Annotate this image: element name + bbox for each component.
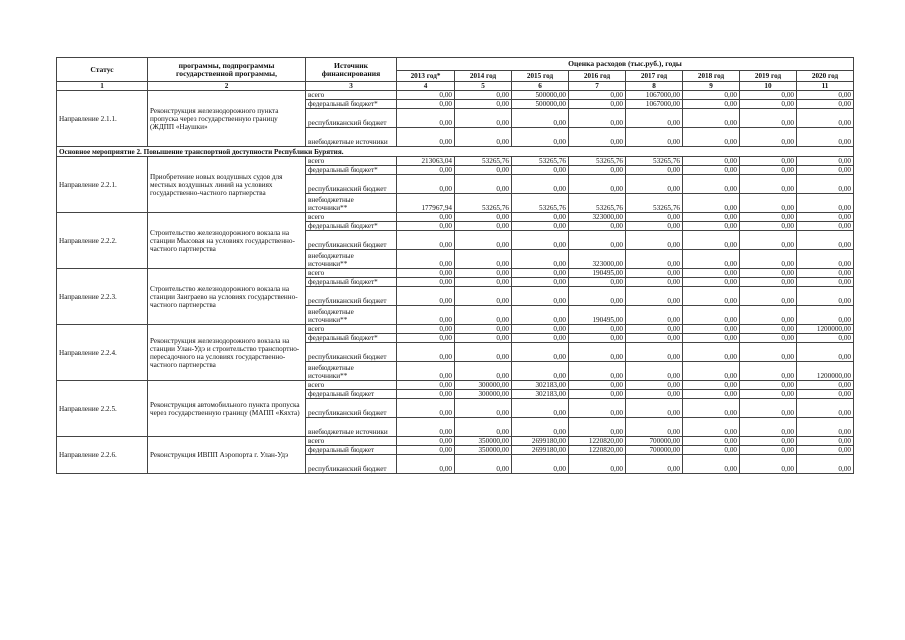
table-row xyxy=(57,157,854,166)
amount-cell: 0,00 xyxy=(683,418,740,437)
funding-source: республиканский бюджет xyxy=(306,343,397,362)
column-number: 2 xyxy=(148,82,306,91)
amount-cell: 323000,00 xyxy=(569,213,626,222)
amount-cell: 0,00 xyxy=(683,399,740,418)
amount-cell: 0,00 xyxy=(683,390,740,399)
amount-cell: 0,00 xyxy=(397,100,455,109)
amount-cell: 0,00 xyxy=(797,455,854,474)
amount-cell: 0,00 xyxy=(740,194,797,213)
amount-cell: 0,00 xyxy=(683,231,740,250)
amount-cell: 0,00 xyxy=(397,109,455,128)
amount-cell: 0,00 xyxy=(683,446,740,455)
direction-name: Реконструкция железнодорожного вокзала на станции Улан-Удэ и строительство транспортно-пересадочного на условиях государственно-частного партнерства xyxy=(148,325,306,381)
amount-cell: 0,00 xyxy=(626,278,683,287)
amount-cell: 0,00 xyxy=(397,128,455,147)
amount-cell: 0,00 xyxy=(683,222,740,231)
amount-cell: 1220820,00 xyxy=(569,437,626,446)
amount-cell: 0,00 xyxy=(626,390,683,399)
amount-cell: 0,00 xyxy=(455,166,512,175)
amount-cell: 0,00 xyxy=(455,109,512,128)
amount-cell: 0,00 xyxy=(740,269,797,278)
amount-cell: 0,00 xyxy=(797,157,854,166)
amount-cell: 53265,76 xyxy=(455,194,512,213)
amount-cell: 0,00 xyxy=(740,213,797,222)
amount-cell: 0,00 xyxy=(569,128,626,147)
amount-cell: 1067000,00 xyxy=(626,100,683,109)
amount-cell: 0,00 xyxy=(397,343,455,362)
amount-cell: 0,00 xyxy=(797,334,854,343)
amount-cell: 0,00 xyxy=(683,334,740,343)
amount-cell: 0,00 xyxy=(626,109,683,128)
direction-name: Строительство железнодорожного вокзала на станции Мысовая на условиях государственно-частного партнерства xyxy=(148,213,306,269)
amount-cell: 0,00 xyxy=(397,278,455,287)
amount-cell: 0,00 xyxy=(397,166,455,175)
header-year: 2017 год xyxy=(626,71,683,82)
header-status: Статус xyxy=(57,58,148,82)
amount-cell: 1200000,00 xyxy=(797,362,854,381)
funding-source: всего xyxy=(306,381,397,390)
funding-source: федеральный бюджет xyxy=(306,390,397,399)
amount-cell: 0,00 xyxy=(455,455,512,474)
header-year: 2019 год xyxy=(740,71,797,82)
funding-source: внебюджетные источники xyxy=(306,418,397,437)
amount-cell: 0,00 xyxy=(797,381,854,390)
amount-cell: 213063,04 xyxy=(397,157,455,166)
amount-cell: 302183,00 xyxy=(512,390,569,399)
amount-cell: 0,00 xyxy=(683,109,740,128)
direction-name: Реконструкция железнодорожного пункта пропуска через государственную границу (ЖДПП «Наушки» xyxy=(148,91,306,147)
amount-cell: 0,00 xyxy=(397,455,455,474)
budget-table xyxy=(56,57,854,474)
amount-cell: 53265,76 xyxy=(626,194,683,213)
amount-cell: 53265,76 xyxy=(569,157,626,166)
funding-source: республиканский бюджет xyxy=(306,175,397,194)
amount-cell: 0,00 xyxy=(683,100,740,109)
amount-cell: 0,00 xyxy=(455,250,512,269)
amount-cell: 0,00 xyxy=(740,418,797,437)
amount-cell: 0,00 xyxy=(397,418,455,437)
amount-cell: 0,00 xyxy=(797,109,854,128)
amount-cell: 53265,76 xyxy=(455,157,512,166)
amount-cell: 0,00 xyxy=(797,166,854,175)
amount-cell: 0,00 xyxy=(626,222,683,231)
funding-source: всего xyxy=(306,91,397,100)
amount-cell: 323000,00 xyxy=(569,250,626,269)
amount-cell: 0,00 xyxy=(797,437,854,446)
amount-cell: 53265,76 xyxy=(512,157,569,166)
amount-cell: 0,00 xyxy=(797,390,854,399)
amount-cell: 0,00 xyxy=(569,175,626,194)
amount-cell: 0,00 xyxy=(626,399,683,418)
section-row xyxy=(57,147,854,157)
funding-source: федеральный бюджет xyxy=(306,446,397,455)
amount-cell: 0,00 xyxy=(455,91,512,100)
funding-source: всего xyxy=(306,213,397,222)
amount-cell: 0,00 xyxy=(683,157,740,166)
amount-cell: 0,00 xyxy=(797,213,854,222)
amount-cell: 2699180,00 xyxy=(512,437,569,446)
amount-cell: 0,00 xyxy=(740,334,797,343)
section-title: Основное мероприятие 2. Повышение транспортной доступности Республики Бурятия. xyxy=(57,147,854,157)
amount-cell: 0,00 xyxy=(740,250,797,269)
table-row xyxy=(57,213,854,222)
amount-cell: 0,00 xyxy=(740,306,797,325)
amount-cell: 0,00 xyxy=(455,231,512,250)
amount-cell: 0,00 xyxy=(683,175,740,194)
amount-cell: 0,00 xyxy=(397,231,455,250)
amount-cell: 0,00 xyxy=(740,109,797,128)
amount-cell: 0,00 xyxy=(455,399,512,418)
amount-cell: 700000,00 xyxy=(626,446,683,455)
amount-cell: 0,00 xyxy=(626,128,683,147)
amount-cell: 0,00 xyxy=(512,343,569,362)
direction-name: Строительство железнодорожного вокзала на станции Заиграево на условиях государственно-частного партнерства xyxy=(148,269,306,325)
direction-status: Направление 2.2.1. xyxy=(57,157,148,213)
column-number: 6 xyxy=(512,82,569,91)
table-row xyxy=(57,91,854,100)
amount-cell: 0,00 xyxy=(626,362,683,381)
funding-source: внебюджетные источники** xyxy=(306,194,397,213)
amount-cell: 0,00 xyxy=(740,222,797,231)
amount-cell: 53265,76 xyxy=(512,194,569,213)
amount-cell: 0,00 xyxy=(797,91,854,100)
amount-cell: 0,00 xyxy=(569,418,626,437)
amount-cell: 0,00 xyxy=(797,175,854,194)
amount-cell: 0,00 xyxy=(626,269,683,278)
amount-cell: 0,00 xyxy=(569,334,626,343)
amount-cell: 0,00 xyxy=(797,278,854,287)
funding-source: федеральный бюджет* xyxy=(306,100,397,109)
amount-cell: 0,00 xyxy=(455,278,512,287)
amount-cell: 500000,00 xyxy=(512,100,569,109)
amount-cell: 0,00 xyxy=(740,390,797,399)
amount-cell: 0,00 xyxy=(797,100,854,109)
amount-cell: 1200000,00 xyxy=(797,325,854,334)
amount-cell: 0,00 xyxy=(626,213,683,222)
amount-cell: 0,00 xyxy=(455,418,512,437)
amount-cell: 0,00 xyxy=(626,175,683,194)
amount-cell: 0,00 xyxy=(569,278,626,287)
amount-cell: 0,00 xyxy=(512,231,569,250)
direction-status: Направление 2.2.3. xyxy=(57,269,148,325)
amount-cell: 0,00 xyxy=(569,390,626,399)
amount-cell: 0,00 xyxy=(683,128,740,147)
amount-cell: 0,00 xyxy=(397,287,455,306)
amount-cell: 0,00 xyxy=(740,362,797,381)
amount-cell: 0,00 xyxy=(455,362,512,381)
funding-source: республиканский бюджет xyxy=(306,287,397,306)
amount-cell: 0,00 xyxy=(683,194,740,213)
amount-cell: 0,00 xyxy=(683,250,740,269)
amount-cell: 0,00 xyxy=(455,269,512,278)
funding-source: республиканский бюджет xyxy=(306,455,397,474)
column-number: 3 xyxy=(306,82,397,91)
funding-source: республиканский бюджет xyxy=(306,399,397,418)
amount-cell: 1067000,00 xyxy=(626,91,683,100)
header-year: 2013 год* xyxy=(397,71,455,82)
amount-cell: 0,00 xyxy=(512,222,569,231)
amount-cell: 0,00 xyxy=(626,166,683,175)
amount-cell: 0,00 xyxy=(797,306,854,325)
amount-cell: 0,00 xyxy=(797,194,854,213)
header-source: Источник финансирования xyxy=(306,58,397,82)
amount-cell: 0,00 xyxy=(569,343,626,362)
amount-cell: 0,00 xyxy=(683,269,740,278)
funding-source: республиканский бюджет xyxy=(306,231,397,250)
amount-cell: 0,00 xyxy=(740,446,797,455)
amount-cell: 0,00 xyxy=(626,418,683,437)
table-row xyxy=(57,437,854,446)
amount-cell: 0,00 xyxy=(569,362,626,381)
direction-status: Направление 2.2.4. xyxy=(57,325,148,381)
amount-cell: 0,00 xyxy=(683,166,740,175)
amount-cell: 0,00 xyxy=(455,100,512,109)
amount-cell: 0,00 xyxy=(626,250,683,269)
amount-cell: 0,00 xyxy=(512,325,569,334)
amount-cell: 0,00 xyxy=(683,306,740,325)
column-number: 5 xyxy=(455,82,512,91)
header-program: программы, подпрограммы государственной программы, xyxy=(148,58,306,82)
amount-cell: 0,00 xyxy=(397,446,455,455)
funding-source: федеральный бюджет* xyxy=(306,166,397,175)
amount-cell: 0,00 xyxy=(626,455,683,474)
amount-cell: 0,00 xyxy=(740,437,797,446)
direction-status: Направление 2.1.1. xyxy=(57,91,148,147)
direction-name: Реконструкция ИВПП Аэропорта г. Улан-Удэ xyxy=(148,437,306,474)
column-number: 11 xyxy=(797,82,854,91)
amount-cell: 2699180,00 xyxy=(512,446,569,455)
amount-cell: 0,00 xyxy=(455,175,512,194)
amount-cell: 53265,76 xyxy=(626,157,683,166)
amount-cell: 177967,94 xyxy=(397,194,455,213)
amount-cell: 0,00 xyxy=(569,100,626,109)
amount-cell: 0,00 xyxy=(626,306,683,325)
amount-cell: 0,00 xyxy=(512,334,569,343)
amount-cell: 0,00 xyxy=(455,128,512,147)
amount-cell: 0,00 xyxy=(569,287,626,306)
amount-cell: 0,00 xyxy=(740,166,797,175)
amount-cell: 0,00 xyxy=(455,343,512,362)
direction-name: Приобретение новых воздушных судов для местных воздушных линий на условиях государственно-частного партнерства xyxy=(148,157,306,213)
amount-cell: 0,00 xyxy=(740,128,797,147)
amount-cell: 0,00 xyxy=(512,418,569,437)
column-number: 10 xyxy=(740,82,797,91)
amount-cell: 0,00 xyxy=(569,399,626,418)
amount-cell: 0,00 xyxy=(397,213,455,222)
amount-cell: 0,00 xyxy=(626,343,683,362)
amount-cell: 0,00 xyxy=(455,213,512,222)
amount-cell: 700000,00 xyxy=(626,437,683,446)
funding-source: федеральный бюджет* xyxy=(306,222,397,231)
funding-source: внебюджетные источники** xyxy=(306,362,397,381)
funding-source: всего xyxy=(306,157,397,166)
column-number: 1 xyxy=(57,82,148,91)
amount-cell: 0,00 xyxy=(683,278,740,287)
amount-cell: 0,00 xyxy=(797,231,854,250)
amount-cell: 0,00 xyxy=(740,343,797,362)
funding-source: республиканский бюджет xyxy=(306,109,397,128)
table-row xyxy=(57,325,854,334)
amount-cell: 0,00 xyxy=(512,166,569,175)
amount-cell: 500000,00 xyxy=(512,91,569,100)
amount-cell: 0,00 xyxy=(569,231,626,250)
amount-cell: 0,00 xyxy=(683,362,740,381)
amount-cell: 0,00 xyxy=(797,446,854,455)
amount-cell: 0,00 xyxy=(797,222,854,231)
amount-cell: 0,00 xyxy=(512,109,569,128)
amount-cell: 0,00 xyxy=(569,222,626,231)
amount-cell: 0,00 xyxy=(455,287,512,306)
amount-cell: 190495,00 xyxy=(569,269,626,278)
amount-cell: 0,00 xyxy=(740,278,797,287)
amount-cell: 0,00 xyxy=(683,343,740,362)
amount-cell: 0,00 xyxy=(397,334,455,343)
funding-source: внебюджетные источники** xyxy=(306,306,397,325)
amount-cell: 0,00 xyxy=(455,334,512,343)
amount-cell: 0,00 xyxy=(397,269,455,278)
table-row xyxy=(57,381,854,390)
direction-name: Реконструкция автомобильного пункта пропуска через государственную границу (МАПП «Кяхта) xyxy=(148,381,306,437)
column-number: 7 xyxy=(569,82,626,91)
amount-cell: 0,00 xyxy=(569,381,626,390)
amount-cell: 0,00 xyxy=(683,437,740,446)
amount-cell: 350000,00 xyxy=(455,446,512,455)
amount-cell: 0,00 xyxy=(512,306,569,325)
amount-cell: 0,00 xyxy=(626,334,683,343)
amount-cell: 0,00 xyxy=(797,418,854,437)
amount-cell: 0,00 xyxy=(569,91,626,100)
amount-cell: 0,00 xyxy=(455,222,512,231)
direction-status: Направление 2.2.2. xyxy=(57,213,148,269)
table-row xyxy=(57,269,854,278)
amount-cell: 0,00 xyxy=(740,157,797,166)
amount-cell: 0,00 xyxy=(397,437,455,446)
amount-cell: 0,00 xyxy=(740,399,797,418)
amount-cell: 0,00 xyxy=(740,231,797,250)
amount-cell: 0,00 xyxy=(569,166,626,175)
funding-source: всего xyxy=(306,437,397,446)
amount-cell: 300000,00 xyxy=(455,381,512,390)
amount-cell: 0,00 xyxy=(397,362,455,381)
amount-cell: 0,00 xyxy=(569,325,626,334)
amount-cell: 0,00 xyxy=(797,269,854,278)
direction-status: Направление 2.2.6. xyxy=(57,437,148,474)
amount-cell: 0,00 xyxy=(683,91,740,100)
amount-cell: 0,00 xyxy=(626,381,683,390)
amount-cell: 0,00 xyxy=(397,222,455,231)
amount-cell: 0,00 xyxy=(512,269,569,278)
funding-source: внебюджетные источники xyxy=(306,128,397,147)
amount-cell: 0,00 xyxy=(740,381,797,390)
amount-cell: 0,00 xyxy=(512,362,569,381)
amount-cell: 302183,00 xyxy=(512,381,569,390)
funding-source: всего xyxy=(306,269,397,278)
header-year: 2015 год xyxy=(512,71,569,82)
amount-cell: 0,00 xyxy=(740,175,797,194)
amount-cell: 53265,76 xyxy=(569,194,626,213)
amount-cell: 0,00 xyxy=(740,455,797,474)
amount-cell: 0,00 xyxy=(797,343,854,362)
amount-cell: 0,00 xyxy=(683,213,740,222)
funding-source: внебюджетные источники** xyxy=(306,250,397,269)
amount-cell: 0,00 xyxy=(397,399,455,418)
amount-cell: 1220820,00 xyxy=(569,446,626,455)
amount-cell: 0,00 xyxy=(797,399,854,418)
amount-cell: 0,00 xyxy=(512,455,569,474)
funding-source: федеральный бюджет* xyxy=(306,334,397,343)
amount-cell: 0,00 xyxy=(683,381,740,390)
header-year: 2018 год xyxy=(683,71,740,82)
amount-cell: 0,00 xyxy=(683,455,740,474)
amount-cell: 0,00 xyxy=(683,287,740,306)
amount-cell: 0,00 xyxy=(512,175,569,194)
amount-cell: 0,00 xyxy=(512,128,569,147)
amount-cell: 0,00 xyxy=(397,390,455,399)
amount-cell: 0,00 xyxy=(626,231,683,250)
amount-cell: 0,00 xyxy=(740,325,797,334)
amount-cell: 0,00 xyxy=(797,128,854,147)
amount-cell: 0,00 xyxy=(569,455,626,474)
header-year: 2020 год xyxy=(797,71,854,82)
amount-cell: 0,00 xyxy=(397,306,455,325)
amount-cell: 0,00 xyxy=(397,325,455,334)
funding-source: федеральный бюджет* xyxy=(306,278,397,287)
funding-source: всего xyxy=(306,325,397,334)
amount-cell: 0,00 xyxy=(569,109,626,128)
amount-cell: 0,00 xyxy=(397,381,455,390)
amount-cell: 0,00 xyxy=(397,250,455,269)
amount-cell: 0,00 xyxy=(740,287,797,306)
amount-cell: 0,00 xyxy=(683,325,740,334)
direction-status: Направление 2.2.5. xyxy=(57,381,148,437)
amount-cell: 0,00 xyxy=(397,91,455,100)
amount-cell: 0,00 xyxy=(455,325,512,334)
column-number: 4 xyxy=(397,82,455,91)
amount-cell: 0,00 xyxy=(797,287,854,306)
amount-cell: 0,00 xyxy=(512,278,569,287)
amount-cell: 0,00 xyxy=(740,100,797,109)
amount-cell: 0,00 xyxy=(626,325,683,334)
amount-cell: 0,00 xyxy=(455,306,512,325)
amount-cell: 0,00 xyxy=(512,287,569,306)
column-number: 9 xyxy=(683,82,740,91)
column-number: 8 xyxy=(626,82,683,91)
amount-cell: 190495,00 xyxy=(569,306,626,325)
amount-cell: 0,00 xyxy=(512,399,569,418)
header-estimate: Оценка расходов (тыс.руб.), годы xyxy=(397,58,854,71)
amount-cell: 0,00 xyxy=(512,213,569,222)
header-year: 2016 год xyxy=(569,71,626,82)
amount-cell: 300000,00 xyxy=(455,390,512,399)
amount-cell: 0,00 xyxy=(512,250,569,269)
amount-cell: 0,00 xyxy=(797,250,854,269)
header-year: 2014 год xyxy=(455,71,512,82)
amount-cell: 350000,00 xyxy=(455,437,512,446)
amount-cell: 0,00 xyxy=(626,287,683,306)
amount-cell: 0,00 xyxy=(740,91,797,100)
amount-cell: 0,00 xyxy=(397,175,455,194)
